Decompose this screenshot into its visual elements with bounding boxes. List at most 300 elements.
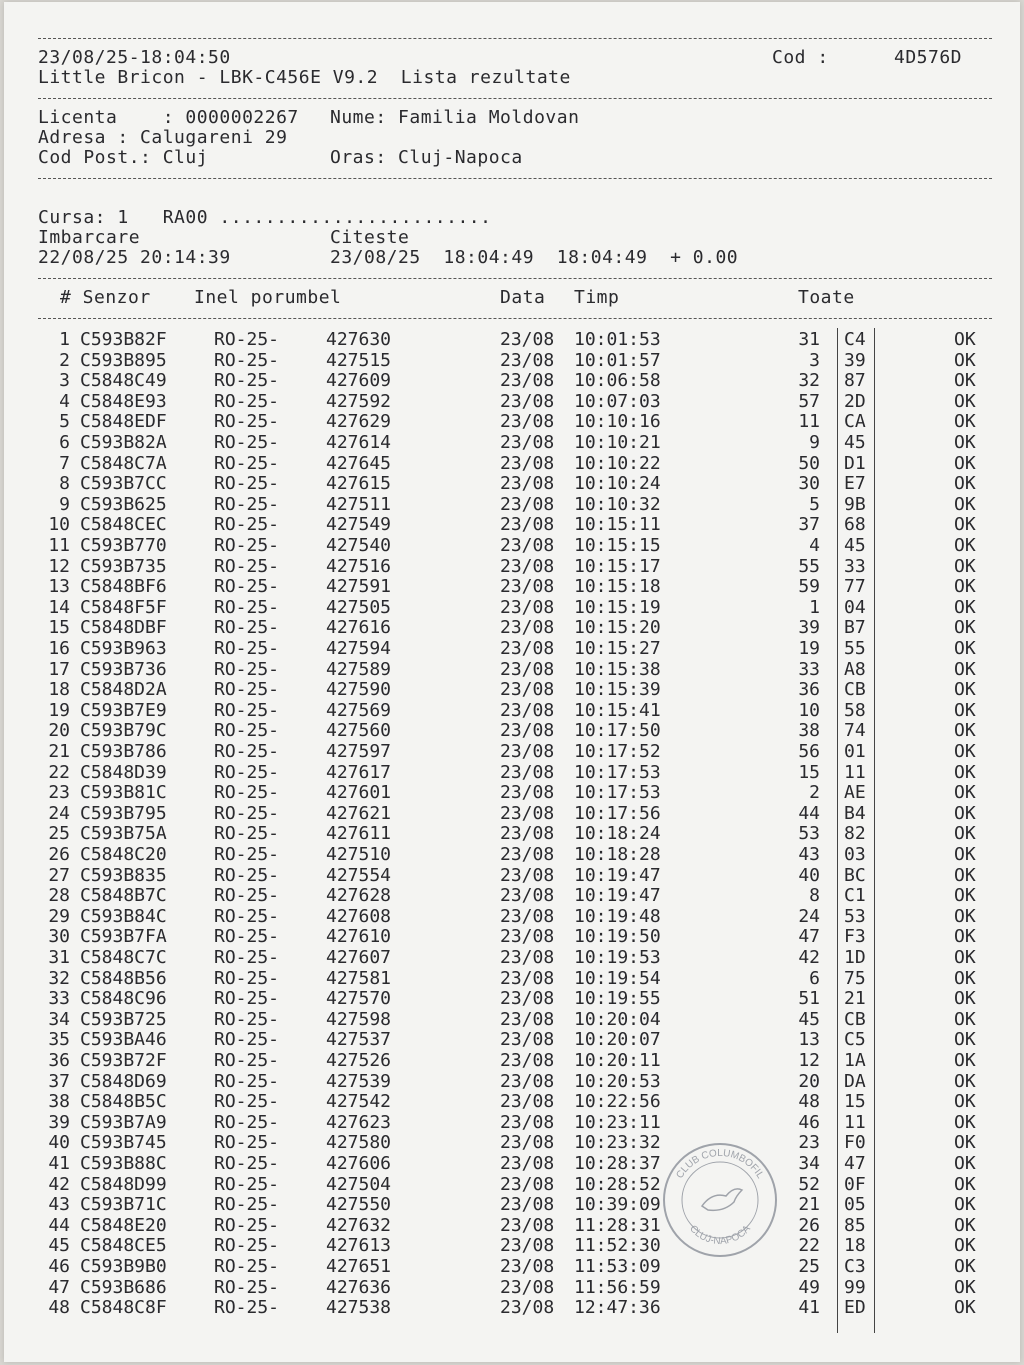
position: 22 (798, 1235, 820, 1257)
row-number: 9 (59, 493, 70, 515)
arrival-time: 10:17:52 (574, 741, 661, 762)
row-number: 19 (48, 699, 70, 721)
ring-country: RO-25- (214, 802, 280, 824)
printout-page (4, 2, 1020, 1362)
table-row (4, 1216, 1020, 1236)
check-code: 74 (844, 720, 866, 742)
header-ring: Inel porumbel (194, 287, 342, 308)
arrival-date: 23/08 (500, 370, 555, 392)
sensor-id: C593B84C (80, 905, 167, 927)
position: 24 (798, 905, 820, 927)
sensor-id: C593B72F (80, 1050, 167, 1071)
arrival-date: 23/08 (500, 905, 555, 927)
divider (38, 278, 992, 279)
status: OK (954, 329, 976, 350)
table-row (4, 866, 1020, 886)
ring-number: 427651 (326, 1256, 392, 1277)
table-row (4, 577, 1020, 597)
arrival-time: 10:39:09 (574, 1194, 661, 1216)
ring-country: RO-25- (214, 349, 280, 371)
read-label: Citeste (330, 227, 410, 248)
row-number: 17 (48, 658, 70, 680)
position: 53 (798, 823, 820, 845)
sensor-id: C593B686 (80, 1276, 167, 1298)
position: 47 (798, 926, 820, 948)
ring-country: RO-25- (214, 617, 280, 639)
status: OK (954, 576, 976, 598)
ring-number: 427554 (326, 864, 392, 886)
table-row (4, 783, 1020, 803)
position: 12 (798, 1050, 820, 1071)
arrival-time: 10:15:20 (574, 617, 661, 639)
check-code: A8 (844, 658, 866, 680)
sensor-id: C593B75A (80, 823, 167, 845)
status: OK (954, 617, 976, 639)
arrival-date: 23/08 (500, 1256, 555, 1277)
table-row (4, 1257, 1020, 1277)
table-row (4, 845, 1020, 865)
arrival-date: 23/08 (500, 1297, 555, 1319)
ring-country: RO-25- (214, 1111, 280, 1133)
row-number: 40 (48, 1132, 70, 1154)
position: 40 (798, 864, 820, 886)
ring-country: RO-25- (214, 411, 280, 433)
arrival-time: 10:15:11 (574, 514, 661, 536)
table-row (4, 392, 1020, 412)
cod-label: Cod : (772, 47, 829, 68)
row-number: 12 (48, 555, 70, 577)
position: 38 (798, 720, 820, 742)
check-code: 03 (844, 844, 866, 865)
arrival-time: 11:53:09 (574, 1256, 661, 1277)
arrival-time: 10:20:04 (574, 1008, 661, 1030)
ring-number: 427608 (326, 905, 392, 927)
row-number: 20 (48, 720, 70, 742)
row-number: 7 (59, 452, 70, 474)
status: OK (954, 1111, 976, 1133)
position: 4 (809, 535, 820, 556)
arrival-time: 10:18:24 (574, 823, 661, 845)
ring-country: RO-25- (214, 1091, 280, 1113)
position: 8 (809, 885, 820, 907)
ring-country: RO-25- (214, 1008, 280, 1030)
ring-number: 427511 (326, 493, 392, 515)
table-row (4, 474, 1020, 494)
arrival-time: 10:15:19 (574, 596, 661, 618)
ring-number: 427560 (326, 720, 392, 742)
check-code: C4 (844, 329, 866, 350)
sensor-id: C5848C7C (80, 947, 167, 968)
check-code: 55 (844, 638, 866, 659)
ring-country: RO-25- (214, 576, 280, 598)
ring-number: 427601 (326, 782, 392, 804)
ring-country: RO-25- (214, 699, 280, 721)
ring-number: 427628 (326, 885, 392, 907)
row-number: 46 (48, 1256, 70, 1277)
header-date: Data (500, 287, 546, 308)
svg-text:CLUJ-NAPOCA: CLUJ-NAPOCA (687, 1223, 753, 1248)
position: 52 (798, 1173, 820, 1195)
table-row (4, 371, 1020, 391)
ring-country: RO-25- (214, 679, 280, 701)
arrival-time: 10:20:11 (574, 1050, 661, 1071)
arrival-time: 10:15:15 (574, 535, 661, 556)
table-row (4, 1051, 1020, 1071)
row-number: 11 (48, 535, 70, 556)
licence-number: Licenta : 0000002267 (38, 107, 299, 128)
ring-country: RO-25- (214, 432, 280, 453)
check-code: 05 (844, 1194, 866, 1216)
divider (38, 38, 992, 39)
table-row (4, 1236, 1020, 1256)
check-code: 58 (844, 699, 866, 721)
sensor-id: C5848C96 (80, 988, 167, 1010)
status: OK (954, 390, 976, 412)
arrival-date: 23/08 (500, 1194, 555, 1216)
row-number: 33 (48, 988, 70, 1010)
check-code: 21 (844, 988, 866, 1010)
sensor-id: C593B79C (80, 720, 167, 742)
status: OK (954, 1235, 976, 1257)
table-row (4, 948, 1020, 968)
check-code: 82 (844, 823, 866, 845)
sensor-id: C593B7CC (80, 473, 167, 495)
arrival-time: 11:56:59 (574, 1276, 661, 1298)
arrival-date: 23/08 (500, 411, 555, 433)
sensor-id: C593B736 (80, 658, 167, 680)
arrival-time: 10:19:50 (574, 926, 661, 948)
ring-country: RO-25- (214, 1235, 280, 1257)
position: 45 (798, 1008, 820, 1030)
table-row (4, 351, 1020, 371)
table-row (4, 1030, 1020, 1050)
ring-number: 427591 (326, 576, 392, 598)
ring-country: RO-25- (214, 844, 280, 865)
table-row (4, 1072, 1020, 1092)
check-code: AE (844, 782, 866, 804)
check-code: CB (844, 679, 866, 701)
row-number: 45 (48, 1235, 70, 1257)
print-timestamp: 23/08/25-18:04:50 (38, 47, 231, 68)
status: OK (954, 1276, 976, 1298)
ring-country: RO-25- (214, 947, 280, 968)
status: OK (954, 823, 976, 845)
arrival-date: 23/08 (500, 1153, 555, 1174)
sensor-id: C5848C20 (80, 844, 167, 865)
table-row (4, 927, 1020, 947)
status: OK (954, 411, 976, 433)
ring-number: 427505 (326, 596, 392, 618)
position: 36 (798, 679, 820, 701)
row-number: 35 (48, 1029, 70, 1051)
status: OK (954, 535, 976, 556)
table-row (4, 1010, 1020, 1030)
arrival-date: 23/08 (500, 823, 555, 845)
check-code: 18 (844, 1235, 866, 1257)
ring-country: RO-25- (214, 823, 280, 845)
arrival-time: 10:19:47 (574, 885, 661, 907)
ring-number: 427636 (326, 1276, 392, 1298)
status: OK (954, 1153, 976, 1174)
arrival-date: 23/08 (500, 844, 555, 865)
arrival-time: 10:19:48 (574, 905, 661, 927)
table-row (4, 515, 1020, 535)
arrival-time: 10:28:52 (574, 1173, 661, 1195)
ring-country: RO-25- (214, 1132, 280, 1154)
ring-country: RO-25- (214, 1214, 280, 1236)
table-row (4, 1175, 1020, 1195)
ring-number: 427632 (326, 1214, 392, 1236)
position: 11 (798, 411, 820, 433)
arrival-time: 10:17:50 (574, 720, 661, 742)
position: 6 (809, 967, 820, 989)
row-number: 47 (48, 1276, 70, 1298)
status: OK (954, 1132, 976, 1154)
arrival-date: 23/08 (500, 1070, 555, 1092)
check-code: 1A (844, 1050, 866, 1071)
row-number: 48 (48, 1297, 70, 1319)
row-number: 23 (48, 782, 70, 804)
arrival-time: 10:01:53 (574, 329, 661, 350)
arrival-date: 23/08 (500, 1132, 555, 1154)
row-number: 6 (59, 432, 70, 453)
position: 10 (798, 699, 820, 721)
arrival-date: 23/08 (500, 782, 555, 804)
owner-address: Adresa : Calugareni 29 (38, 127, 288, 148)
arrival-date: 23/08 (500, 761, 555, 783)
row-number: 41 (48, 1153, 70, 1174)
ring-number: 427510 (326, 844, 392, 865)
ring-number: 427613 (326, 1235, 392, 1257)
row-number: 31 (48, 947, 70, 968)
position: 43 (798, 844, 820, 865)
status: OK (954, 452, 976, 474)
sensor-id: C593B82F (80, 329, 167, 350)
sensor-id: C5848C7A (80, 452, 167, 474)
ring-country: RO-25- (214, 967, 280, 989)
status: OK (954, 349, 976, 371)
postal-code: Cod Post.: Cluj (38, 147, 209, 168)
ring-country: RO-25- (214, 1276, 280, 1298)
ring-number: 427590 (326, 679, 392, 701)
header-sensor: # Senzor (60, 287, 151, 308)
ring-country: RO-25- (214, 658, 280, 680)
ring-number: 427594 (326, 638, 392, 659)
divider (38, 178, 992, 179)
position: 9 (809, 432, 820, 453)
ring-country: RO-25- (214, 1050, 280, 1071)
row-number: 38 (48, 1091, 70, 1113)
arrival-date: 23/08 (500, 638, 555, 659)
sensor-id: C5848D2A (80, 679, 167, 701)
position: 33 (798, 658, 820, 680)
arrival-time: 10:15:18 (574, 576, 661, 598)
ring-country: RO-25- (214, 638, 280, 659)
row-number: 32 (48, 967, 70, 989)
status: OK (954, 473, 976, 495)
sensor-id: C593B7E9 (80, 699, 167, 721)
row-number: 15 (48, 617, 70, 639)
check-code: 04 (844, 596, 866, 618)
position: 25 (798, 1256, 820, 1277)
sensor-id: C593B745 (80, 1132, 167, 1154)
ring-country: RO-25- (214, 720, 280, 742)
table-row (4, 639, 1020, 659)
position: 39 (798, 617, 820, 639)
table-row (4, 536, 1020, 556)
check-code: 33 (844, 555, 866, 577)
check-code: 0F (844, 1173, 866, 1195)
arrival-time: 10:10:16 (574, 411, 661, 433)
position: 42 (798, 947, 820, 968)
sensor-id: C5848CE5 (80, 1235, 167, 1257)
arrival-time: 10:01:57 (574, 349, 661, 371)
ring-number: 427516 (326, 555, 392, 577)
check-code: F0 (844, 1132, 866, 1154)
table-row (4, 618, 1020, 638)
status: OK (954, 761, 976, 783)
ring-number: 427581 (326, 967, 392, 989)
check-code: 11 (844, 1111, 866, 1133)
arrival-date: 23/08 (500, 1276, 555, 1298)
arrival-time: 10:17:53 (574, 782, 661, 804)
status: OK (954, 1091, 976, 1113)
ring-country: RO-25- (214, 988, 280, 1010)
status: OK (954, 1173, 976, 1195)
table-row (4, 412, 1020, 432)
arrival-date: 23/08 (500, 947, 555, 968)
table-row (4, 1092, 1020, 1112)
table-row (4, 1154, 1020, 1174)
row-number: 22 (48, 761, 70, 783)
position: 49 (798, 1276, 820, 1298)
row-number: 25 (48, 823, 70, 845)
row-number: 44 (48, 1214, 70, 1236)
check-code: BC (844, 864, 866, 886)
sensor-id: C5848F5F (80, 596, 167, 618)
ring-country: RO-25- (214, 885, 280, 907)
check-code: 53 (844, 905, 866, 927)
arrival-time: 10:28:37 (574, 1153, 661, 1174)
ring-number: 427645 (326, 452, 392, 474)
status: OK (954, 905, 976, 927)
divider (38, 318, 992, 319)
check-code: E7 (844, 473, 866, 495)
arrival-date: 23/08 (500, 720, 555, 742)
status: OK (954, 638, 976, 659)
ring-country: RO-25- (214, 926, 280, 948)
ring-number: 427617 (326, 761, 392, 783)
ring-number: 427504 (326, 1173, 392, 1195)
arrival-date: 23/08 (500, 493, 555, 515)
status: OK (954, 864, 976, 886)
check-code: 11 (844, 761, 866, 783)
sensor-id: C593B625 (80, 493, 167, 515)
ring-number: 427592 (326, 390, 392, 412)
position: 21 (798, 1194, 820, 1216)
status: OK (954, 679, 976, 701)
check-code: D1 (844, 452, 866, 474)
row-number: 4 (59, 390, 70, 412)
check-code: C5 (844, 1029, 866, 1051)
sensor-id: C5848EDF (80, 411, 167, 433)
header-all: Toate (798, 287, 855, 308)
arrival-date: 23/08 (500, 1173, 555, 1195)
sensor-id: C5848D99 (80, 1173, 167, 1195)
status: OK (954, 1008, 976, 1030)
cod-value: 4D576D (894, 47, 963, 68)
ring-number: 427609 (326, 370, 392, 392)
ring-number: 427589 (326, 658, 392, 680)
ring-country: RO-25- (214, 761, 280, 783)
ring-number: 427526 (326, 1050, 392, 1071)
arrival-time: 10:17:53 (574, 761, 661, 783)
ring-country: RO-25- (214, 555, 280, 577)
arrival-time: 10:10:24 (574, 473, 661, 495)
position: 44 (798, 802, 820, 824)
sensor-id: C593B7A9 (80, 1111, 167, 1133)
ring-country: RO-25- (214, 1153, 280, 1174)
ring-country: RO-25- (214, 1297, 280, 1319)
ring-number: 427614 (326, 432, 392, 453)
table-row (4, 989, 1020, 1009)
ring-country: RO-25- (214, 1070, 280, 1092)
row-number: 10 (48, 514, 70, 536)
table-row (4, 1195, 1020, 1215)
check-code: 87 (844, 370, 866, 392)
arrival-date: 23/08 (500, 967, 555, 989)
table-row (4, 495, 1020, 515)
ring-country: RO-25- (214, 905, 280, 927)
status: OK (954, 658, 976, 680)
ring-country: RO-25- (214, 741, 280, 762)
sensor-id: C593B88C (80, 1153, 167, 1174)
check-code: 75 (844, 967, 866, 989)
check-code: 01 (844, 741, 866, 762)
check-code: 39 (844, 349, 866, 371)
position: 2 (809, 782, 820, 804)
arrival-date: 23/08 (500, 555, 555, 577)
arrival-time: 10:19:54 (574, 967, 661, 989)
status: OK (954, 1050, 976, 1071)
position: 15 (798, 761, 820, 783)
status: OK (954, 967, 976, 989)
arrival-date: 23/08 (500, 699, 555, 721)
arrival-date: 23/08 (500, 432, 555, 453)
position: 41 (798, 1297, 820, 1319)
arrival-time: 10:15:17 (574, 555, 661, 577)
table-row (4, 680, 1020, 700)
ring-number: 427598 (326, 1008, 392, 1030)
arrival-date: 23/08 (500, 329, 555, 350)
arrival-date: 23/08 (500, 535, 555, 556)
ring-country: RO-25- (214, 473, 280, 495)
ring-country: RO-25- (214, 535, 280, 556)
check-code: 47 (844, 1153, 866, 1174)
arrival-time: 10:15:38 (574, 658, 661, 680)
arrival-date: 23/08 (500, 885, 555, 907)
position: 32 (798, 370, 820, 392)
arrival-date: 23/08 (500, 1050, 555, 1071)
divider (38, 98, 992, 99)
table-row (4, 742, 1020, 762)
arrival-time: 10:20:07 (574, 1029, 661, 1051)
arrival-time: 10:23:11 (574, 1111, 661, 1133)
arrival-time: 10:22:56 (574, 1091, 661, 1113)
row-number: 5 (59, 411, 70, 433)
arrival-date: 23/08 (500, 1091, 555, 1113)
arrival-date: 23/08 (500, 1008, 555, 1030)
